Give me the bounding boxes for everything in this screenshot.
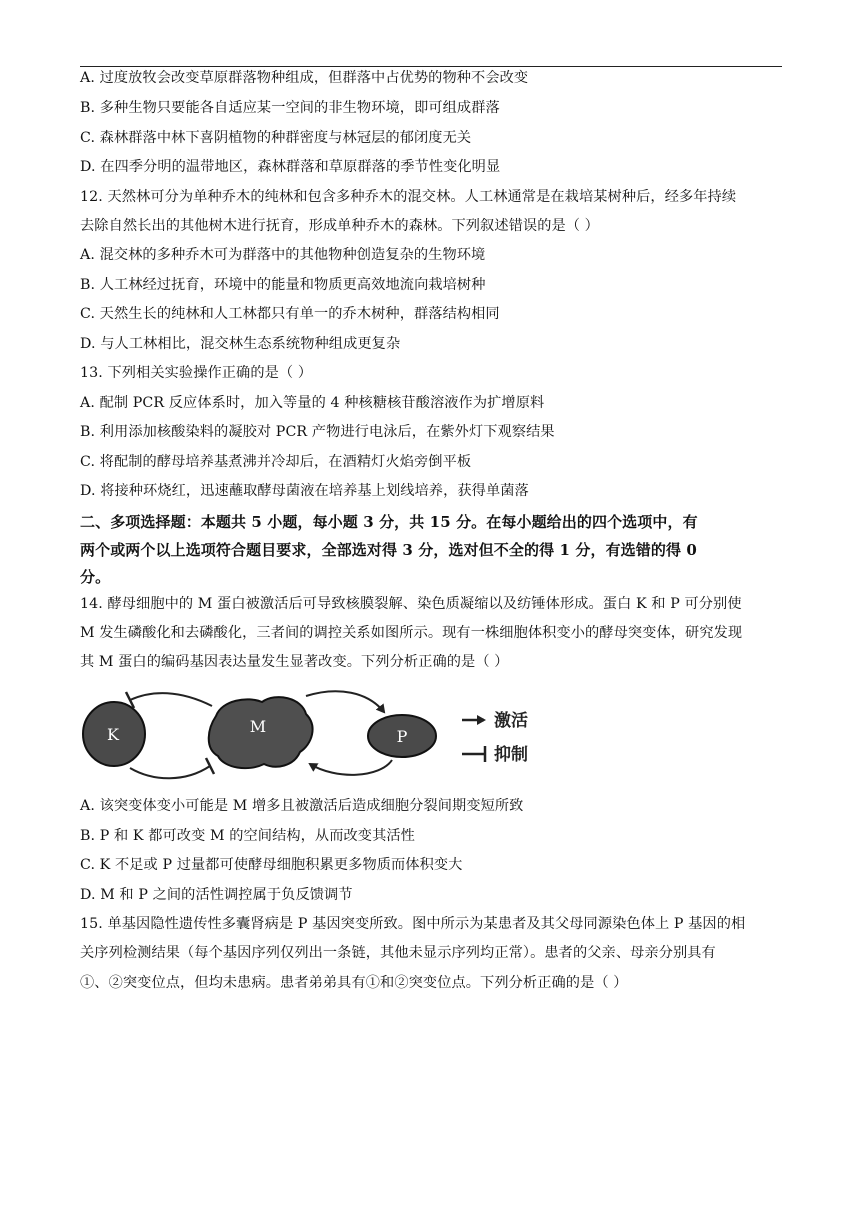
k-inhibits-m-arrow <box>130 766 210 778</box>
m-activates-p-arrow <box>306 691 384 712</box>
k-inhibits-m-bar <box>206 758 214 774</box>
q12-stem-line-2: 去除自然长出的其他树木进行抚育，形成单种乔木的森林。下列叙述错误的是（ ） <box>80 218 599 234</box>
q13-option-c: C. 将配制的酵母培养基煮沸并冷却后，在酒精灯火焰旁倒平板 <box>80 454 472 470</box>
q11-option-d: D. 在四季分明的温带地区，森林群落和草原群落的季节性变化明显 <box>80 159 501 175</box>
k-protein-label: K <box>107 725 119 744</box>
q14-option-c: C. K 不足或 P 过量都可使酵母细胞积累更多物质而体积变大 <box>80 857 463 873</box>
p-activates-m-arrow <box>310 760 392 775</box>
q12-option-b: B. 人工林经过抚育，环境中的能量和物质更高效地流向栽培树种 <box>80 277 486 293</box>
q13-stem: 13. 下列相关实验操作正确的是（ ） <box>80 365 313 381</box>
legend-inhibit-label: 抑制 <box>494 745 528 765</box>
m-protein-label: M <box>249 717 267 736</box>
q14-option-b: B. P 和 K 都可改变 M 的空间结构，从而改变其活性 <box>80 828 415 844</box>
q13-option-a: A. 配制 PCR 反应体系时，加入等量的 4 种核糖核苷酸溶液作为扩增原料 <box>80 395 545 411</box>
section-heading-line-2: 两个或两个以上选项符合题目要求，全部选对得 3 分，选对但不全的得 1 分，有选错的得 0 <box>80 541 697 559</box>
m-inhibits-k-arrow <box>130 693 212 706</box>
q14-stem-line-1: 14. 酵母细胞中的 M 蛋白被激活后可导致核膜裂解、染色质凝缩以及纺锤体形成。蛋白 K 和 P 可分别使 <box>80 596 742 612</box>
q14-option-d: D. M 和 P 之间的活性调控属于负反馈调节 <box>80 887 353 903</box>
section-heading-line-3: 分。 <box>80 568 111 586</box>
q11-option-a: A. 过度放牧会改变草原群落物种组成，但群落中占优势的物种不会改变 <box>80 70 529 86</box>
q14-stem-line-2: M 发生磷酸化和去磷酸化，三者间的调控关系如图所示。现有一株细胞体积变小的酵母突变体，研究发现 <box>80 625 743 641</box>
q14-stem-line-3: 其 M 蛋白的编码基因表达量发生显著改变。下列分析正确的是（ ） <box>80 654 509 670</box>
header-rule <box>80 66 782 67</box>
q13-option-d: D. 将接种环烧红，迅速蘸取酵母菌液在培养基上划线培养，获得单菌落 <box>80 483 529 499</box>
q11-option-c: C. 森林群落中林下喜阴植物的种群密度与林冠层的郁闭度无关 <box>80 130 472 146</box>
q15-stem-line-1: 15. 单基因隐性遗传性多囊肾病是 P 基因突变所致。图中所示为某患者及其父母同源染色体上 P 基因的相 <box>80 916 746 932</box>
q12-stem-line-1: 12. 天然林可分为单种乔木的纯林和包含多种乔木的混交林。人工林通常是在栽培某树种后，经多年持续 <box>80 189 737 205</box>
q14-option-a: A. 该突变体变小可能是 M 增多且被激活后造成细胞分裂间期变短所致 <box>80 798 524 814</box>
p-protein-label: P <box>396 727 408 746</box>
q15-stem-line-2: 关序列检测结果（每个基因序列仅列出一条链，其他未显示序列均正常）。患者的父亲、母亲分别具有 <box>80 945 716 961</box>
q12-option-c: C. 天然生长的纯林和人工林都只有单一的乔木树种，群落结构相同 <box>80 306 500 322</box>
q12-option-a: A. 混交林的多种乔木可为群落中的其他物种创造复杂的生物环境 <box>80 247 486 263</box>
q11-option-b: B. 多种生物只要能各自适应某一空间的非生物环境，即可组成群落 <box>80 100 500 116</box>
q15-stem-line-3: ①、②突变位点，但均未患病。患者弟弟具有①和②突变位点。下列分析正确的是（ ） <box>80 975 628 991</box>
section-heading-line-1: 二、多项选择题：本题共 5 小题，每小题 3 分，共 15 分。在每小题给出的四个选项中，有 <box>80 513 698 531</box>
q12-option-d: D. 与人工林相比，混交林生态系统物种组成更复杂 <box>80 336 401 352</box>
q13-option-b: B. 利用添加核酸染料的凝胶对 PCR 产物进行电泳后，在紫外灯下观察结果 <box>80 424 555 440</box>
kmp-regulation-diagram <box>80 686 560 786</box>
legend-activate-label: 激活 <box>494 711 528 731</box>
